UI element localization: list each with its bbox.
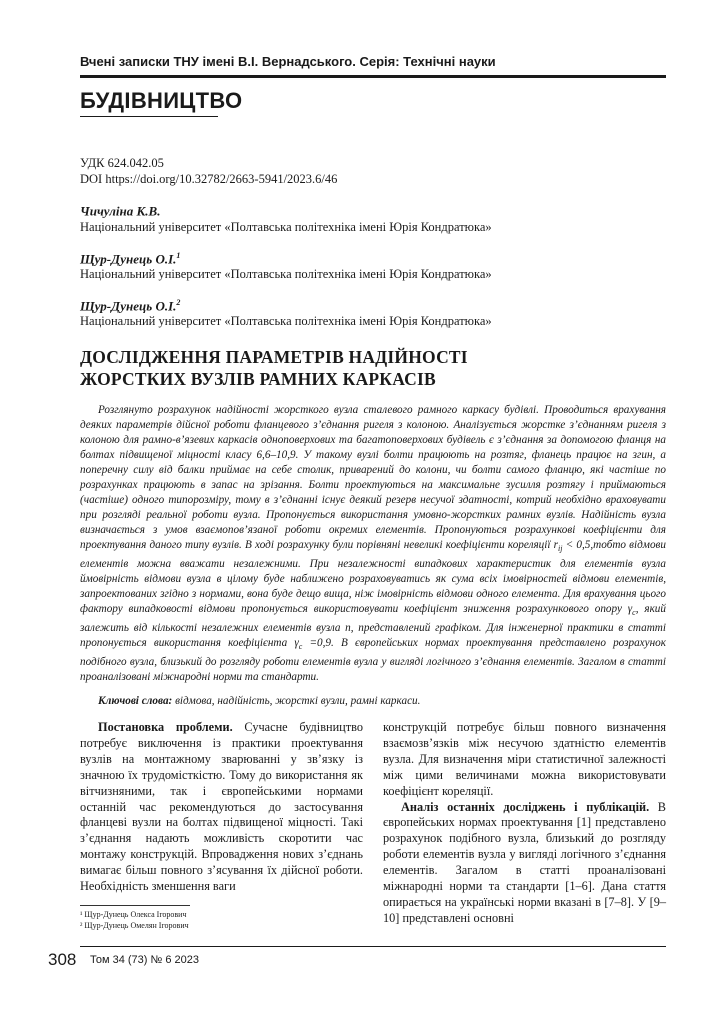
article-title-line: ДОСЛІДЖЕННЯ ПАРАМЕТРІВ НАДІЙНОСТІ [80,347,468,367]
body-column-left [80,720,363,895]
author-affiliation: Національний університет «Полтавська політехніка імені Юрія Кондратюка» [80,220,492,234]
udc: УДК 624.042.05 [80,156,164,170]
paragraph: Аналіз останніх досліджень і публікацій. В європейських нормах проектування [1] представлено розрахунок подібного вузла, близький до розгляду роботи елементів вузла у вигляді логічного з’єднання елементів. Загалом в статті проаналізовані міжнародні норми та стандарти [1–6]. Дана стаття опирається на українські норми вказані в [7–8]. У [9–10] представлені основні [383,799,666,925]
keywords-text: відмова, надійність, жорсткі вузли, рамні каркаси. [172,695,421,707]
footer-rule [80,946,666,947]
body-column-right [383,720,666,927]
section-underline [80,116,218,117]
footnote: ² Щур-Дунець Омелян Ігорович [80,921,189,930]
doi-link[interactable]: DOI https://doi.org/10.32782/2663-5941/2023.6/46 [80,172,338,186]
author-name: Щур-Дунець О.І.$^2$ [80,298,181,314]
keywords [80,694,666,709]
author-affiliation: Національний університет «Полтавська політехніка імені Юрія Кондратюка» [80,267,492,281]
paragraph-heading: Постановка проблеми. [98,720,233,734]
abstract [80,403,666,685]
keywords-label: Ключові слова: [98,695,173,707]
article-title [80,346,670,390]
author-name: Щур-Дунець О.І.$^1$ [80,251,181,267]
article-title-line: ЖОРСТКИХ ВУЗЛІВ РАМНИХ КАРКАСІВ [80,369,436,389]
footnote: ¹ Щур-Дунець Олекса Ігорович [80,910,187,919]
page-number: 308 [48,950,77,969]
author-affiliation: Національний університет «Полтавська політехніка імені Юрія Кондратюка» [80,314,492,328]
author-name: Чичуліна К.В. [80,203,161,219]
issue-info: Том 34 (73) № 6 2023 [90,954,200,966]
section-title: БУДІВНИЦТВО [80,88,243,113]
abstract-text: Розглянуто розрахунок надійності жорсткого вузла сталевого рамного каркасу будівлі. Проводиться врахування деяких параметрів дійсної роботи фланцевого з’єднання ригеля з колоною. Аналізується жорстке з’єднанням ригеля з колоною для рамно-в’язевих каркасів одноповерхових та багатоповерхових будівель є з’єднання за допомогою фланця на болтах підвищеної міцності класу 6,6–10,9. У такому вузлі болти працюють на розтяг, фланець працює на згин, а поперечну силу від балки приймає на себе столик, приварений до колони, чи болти самого фланцю, які частіше по розрахунках працюють в запас на зрізання. Болти проектуються на максимальне зусилля розтягу і приймаються (частіше) одного типорозміру, тому в з’єднанні існує деякий резерв несучої здатності, котрий необхідно враховувати при розгляді реальної роботи вузла. Пропонується використання умовно-жорстких рамних вузлів. Надійність вузла визначається з умов взаємопов’язаної роботи окремих елементів. Пропонуються розрахункові коефіцієнти для проектування даного типу вузлів. В ході розрахунку були порівняні невеликі коефіцієнти кореляції $r_{ij}$ < 0,5,тобто відмови елементів можна вважати незалежними. При незалежності випадкових характеристик для елементів вузла ймовірність відмови вузла в цілому буде наближено розраховуватись як сума всіх імовірностей відмови елементів, запроектованих згідно з нормами, вона буде дещо вища, ніж імовірність відмови одного елемента. Для врахування цього фактору випадковості відмови пропонується використовувати коефіцієнт зниження розрахункового опору $\gamma_с$, який залежить від кількості незалежних елементів вузла n, представлений графіком. Для інженерної практики в статті пропонується використання коефіцієнта $\gamma_с =0,9$. В європейських нормах проектування представлено розрахунок подібного вузла, близький до розгляду роботи елементів вузла у вигляді логічного з’єднання елементів. Загалом в статті проаналізовані міжнародні норми та стандарти. [80,404,666,683]
paragraph: конструкцій потребує більш повного визначення взаємозв’язків між несучою здатністю елементів вузла. Для визначення міри статистичної залежності між цими величинами можна використовувати коефіцієнт кореляції. [383,720,666,798]
paragraph-heading: Аналіз останніх досліджень і публікацій. [401,799,650,814]
journal-title: Вчені записки ТНУ імені В.І. Вернадського. Серія: Технічні науки [80,54,496,69]
header-rule [80,75,666,78]
footnote-rule [80,905,190,906]
paragraph: Постановка проблеми. Сучасне будівництво потребує виключення із практики проектування вузлів на монтажному зварюванні у зв’язку із значною їх трудомісткістю. Тому до використання як вітчизняними, так і європейськими нормами останній час рекомендуються до застосування фланцеві вузли на болтах підвищеної міцності. Такі з’єднання надають можливість скоротити час монтажу конструкцій. Впровадження нових з’єднань вимагає більш повного з’ясування їх дійсної роботи. Необхідність зменшення ваги [80,720,363,894]
